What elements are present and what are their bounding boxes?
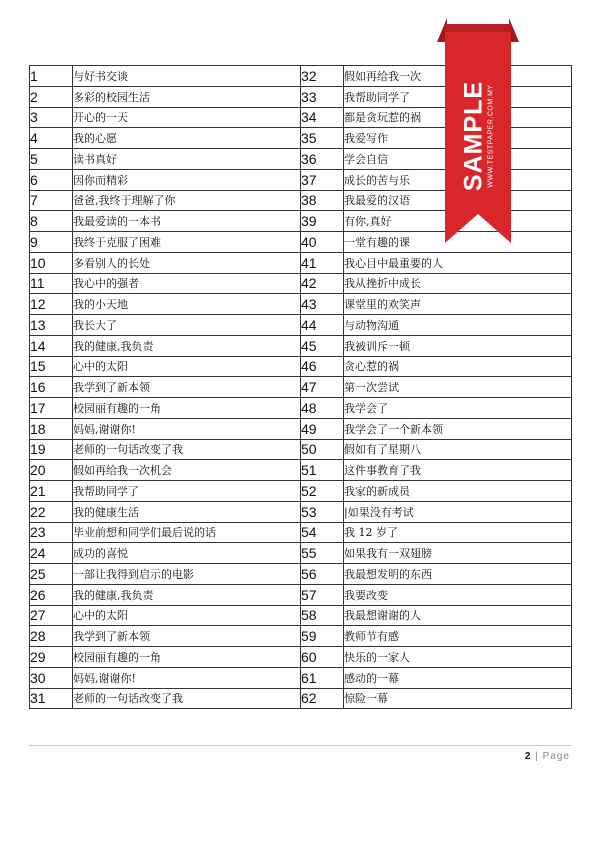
topic-title: 课堂里的欢笑声 xyxy=(344,294,572,315)
topic-number: 22 xyxy=(30,501,73,522)
topic-number: 7 xyxy=(30,190,73,211)
topic-title: 心中的太阳 xyxy=(73,605,301,626)
topic-title: 校园丽有趣的一角 xyxy=(73,398,301,419)
topic-title: 有你,真好 xyxy=(344,211,572,232)
topic-title: 因你而精彩 xyxy=(73,169,301,190)
topic-title: 我最爱读的一本书 xyxy=(73,211,301,232)
table-row xyxy=(30,688,572,709)
topic-title: 感动的一幕 xyxy=(344,667,572,688)
topic-title: 我学会了一个新本领 xyxy=(344,418,572,439)
topic-title: 假如再给我一次机会 xyxy=(73,460,301,481)
table-row xyxy=(30,356,572,377)
topic-number: 43 xyxy=(301,294,344,315)
topic-number: 51 xyxy=(301,460,344,481)
topic-title: 我的健康,我负责 xyxy=(73,335,301,356)
topic-number: 18 xyxy=(30,418,73,439)
topic-title: 假如再给我一次 xyxy=(344,66,572,87)
topic-title: 教师节有感 xyxy=(344,626,572,647)
topic-title: 我的小天地 xyxy=(73,294,301,315)
topic-number: 4 xyxy=(30,128,73,149)
table-row xyxy=(30,647,572,668)
topic-title: 毕业前想和同学们最后说的话 xyxy=(73,522,301,543)
topic-number: 29 xyxy=(30,647,73,668)
table-row xyxy=(30,252,572,273)
topic-number: 49 xyxy=(301,418,344,439)
topic-title: 快乐的一家人 xyxy=(344,647,572,668)
topic-title: 成功的喜悦 xyxy=(73,543,301,564)
topic-number: 39 xyxy=(301,211,344,232)
topic-title: 我心目中最重要的人 xyxy=(344,252,572,273)
topic-number: 6 xyxy=(30,169,73,190)
table-row xyxy=(30,315,572,336)
topic-number: 34 xyxy=(301,107,344,128)
topic-title: 我家的新成员 xyxy=(344,481,572,502)
topic-title: 我帮助同学了 xyxy=(73,481,301,502)
page-number: 2 xyxy=(524,751,531,762)
topic-number: 47 xyxy=(301,377,344,398)
topic-number: 46 xyxy=(301,356,344,377)
topic-number: 2 xyxy=(30,86,73,107)
topic-number: 42 xyxy=(301,273,344,294)
topic-title: 心中的太阳 xyxy=(73,356,301,377)
table-row xyxy=(30,377,572,398)
page-footer xyxy=(525,751,570,762)
topic-number: 12 xyxy=(30,294,73,315)
topic-title: 校园丽有趣的一角 xyxy=(73,647,301,668)
topic-number: 60 xyxy=(301,647,344,668)
table-row xyxy=(30,543,572,564)
topic-number: 41 xyxy=(301,252,344,273)
topic-title: 这件事教育了我 xyxy=(344,460,572,481)
topic-number: 31 xyxy=(30,688,73,709)
topic-number: 30 xyxy=(30,667,73,688)
topic-number: 38 xyxy=(301,190,344,211)
topic-title: 我最想发明的东西 xyxy=(344,564,572,585)
topic-title: 一堂有趣的课 xyxy=(344,232,572,253)
topic-number: 61 xyxy=(301,667,344,688)
table-row xyxy=(30,605,572,626)
topic-title: 惊险一幕 xyxy=(344,688,572,709)
topic-number: 17 xyxy=(30,398,73,419)
topic-title: 爸爸,我终于理解了你 xyxy=(73,190,301,211)
table-row xyxy=(30,418,572,439)
topic-number: 27 xyxy=(30,605,73,626)
topic-number: 59 xyxy=(301,626,344,647)
topic-title: 贪心惹的祸 xyxy=(344,356,572,377)
topic-number: 40 xyxy=(301,232,344,253)
sample-ribbon xyxy=(437,18,519,253)
topic-title: 如果我有一双翅膀 xyxy=(344,543,572,564)
topic-title: 与好书交谈 xyxy=(73,66,301,87)
topic-title: 第一次尝试 xyxy=(344,377,572,398)
topic-title: |如果没有考试 xyxy=(344,501,572,522)
topic-title: 我爱写作 xyxy=(344,128,572,149)
topic-title: 我学会了 xyxy=(344,398,572,419)
topic-number: 53 xyxy=(301,501,344,522)
topic-number: 25 xyxy=(30,564,73,585)
topic-title: 读书真好 xyxy=(73,149,301,170)
topic-number: 24 xyxy=(30,543,73,564)
topic-number: 21 xyxy=(30,481,73,502)
topic-number: 58 xyxy=(301,605,344,626)
topic-number: 35 xyxy=(301,128,344,149)
sample-label: SAMPLE xyxy=(459,80,488,192)
topic-number: 52 xyxy=(301,481,344,502)
table-row xyxy=(30,273,572,294)
sample-url: WWW.TESTPAPER.COM.MY xyxy=(487,84,495,188)
topic-number: 50 xyxy=(301,439,344,460)
topic-number: 3 xyxy=(30,107,73,128)
topic-number: 8 xyxy=(30,211,73,232)
topic-title: 假如有了星期八 xyxy=(344,439,572,460)
topic-number: 62 xyxy=(301,688,344,709)
topic-title: 我学到了新本领 xyxy=(73,377,301,398)
topic-title: 老师的一句话改变了我 xyxy=(73,439,301,460)
topic-title: 我从挫折中成长 xyxy=(344,273,572,294)
topic-title: 与动物沟通 xyxy=(344,315,572,336)
topic-number: 45 xyxy=(301,335,344,356)
table-row xyxy=(30,481,572,502)
footer-separator: | xyxy=(535,751,538,762)
topic-title: 多看别人的长处 xyxy=(73,252,301,273)
topic-title: 我帮助同学了 xyxy=(344,86,572,107)
topic-number: 55 xyxy=(301,543,344,564)
topic-number: 32 xyxy=(301,66,344,87)
topic-title: 都是贪玩惹的祸 xyxy=(344,107,572,128)
topic-number: 1 xyxy=(30,66,73,87)
table-row xyxy=(30,584,572,605)
topic-number: 15 xyxy=(30,356,73,377)
topic-number: 10 xyxy=(30,252,73,273)
topic-title: 我学到了新本领 xyxy=(73,626,301,647)
topic-number: 37 xyxy=(301,169,344,190)
topic-number: 26 xyxy=(30,584,73,605)
topic-title: 我最爱的汉语 xyxy=(344,190,572,211)
topic-title: 我终于克服了困难 xyxy=(73,232,301,253)
topic-number: 33 xyxy=(301,86,344,107)
topic-title: 我 12 岁了 xyxy=(344,522,572,543)
table-row xyxy=(30,398,572,419)
topic-title: 妈妈,谢谢你! xyxy=(73,667,301,688)
topic-number: 56 xyxy=(301,564,344,585)
topic-number: 14 xyxy=(30,335,73,356)
table-row xyxy=(30,522,572,543)
topic-number: 19 xyxy=(30,439,73,460)
topic-number: 57 xyxy=(301,584,344,605)
topic-title: 我最想谢谢的人 xyxy=(344,605,572,626)
topic-number: 20 xyxy=(30,460,73,481)
topic-title: 我被训斥一顿 xyxy=(344,335,572,356)
table-row xyxy=(30,667,572,688)
topic-number: 23 xyxy=(30,522,73,543)
topic-title: 开心的一天 xyxy=(73,107,301,128)
table-row xyxy=(30,564,572,585)
topic-number: 54 xyxy=(301,522,344,543)
topic-title: 妈妈,谢谢你! xyxy=(73,418,301,439)
table-row xyxy=(30,335,572,356)
topic-number: 5 xyxy=(30,149,73,170)
topic-title: 我要改变 xyxy=(344,584,572,605)
topic-number: 13 xyxy=(30,315,73,336)
topic-title: 一部让我得到启示的电影 xyxy=(73,564,301,585)
topic-title: 多彩的校园生活 xyxy=(73,86,301,107)
topic-title: 我的健康生活 xyxy=(73,501,301,522)
topic-title: 学会自信 xyxy=(344,149,572,170)
footer-divider xyxy=(29,745,572,746)
table-row xyxy=(30,501,572,522)
topic-number: 9 xyxy=(30,232,73,253)
topic-number: 48 xyxy=(301,398,344,419)
page-word: Page xyxy=(542,751,570,762)
topic-title: 我的心愿 xyxy=(73,128,301,149)
topic-title: 我心中的强者 xyxy=(73,273,301,294)
topic-number: 36 xyxy=(301,149,344,170)
topic-title: 成长的苦与乐 xyxy=(344,169,572,190)
topic-number: 11 xyxy=(30,273,73,294)
topic-number: 16 xyxy=(30,377,73,398)
table-row xyxy=(30,626,572,647)
ribbon-text xyxy=(461,56,496,216)
table-row xyxy=(30,294,572,315)
topic-title: 老师的一句话改变了我 xyxy=(73,688,301,709)
topic-number: 44 xyxy=(301,315,344,336)
topic-title: 我长大了 xyxy=(73,315,301,336)
topic-number: 28 xyxy=(30,626,73,647)
topic-title: 我的健康,我负责 xyxy=(73,584,301,605)
table-row xyxy=(30,460,572,481)
table-row xyxy=(30,439,572,460)
